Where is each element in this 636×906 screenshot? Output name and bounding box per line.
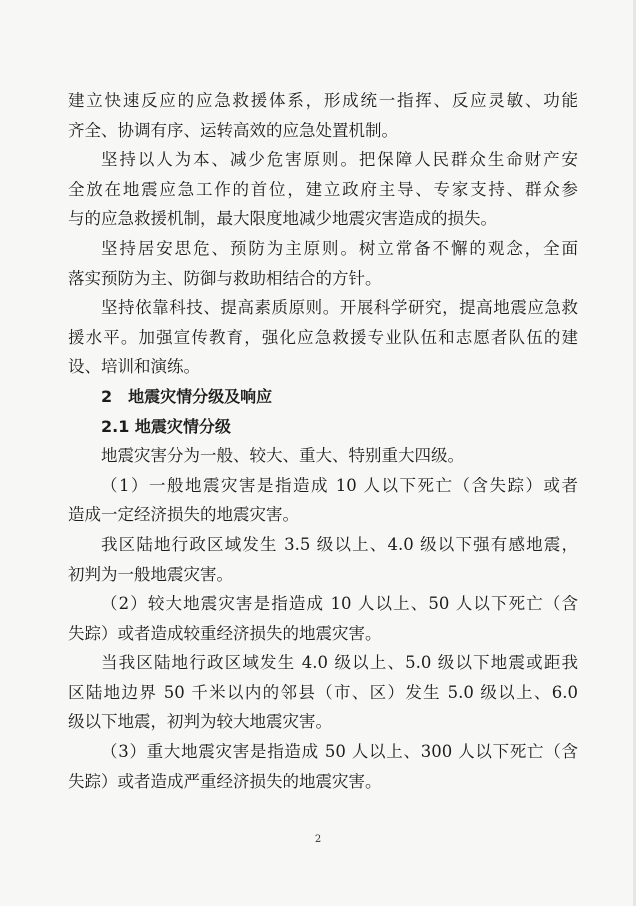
paragraph-line: （1）一般地震灾害是指造成 10 人以下死亡（含失踪）或者 — [101, 475, 578, 495]
paragraph-line: 全放在地震应急工作的首位，建立政府主导、专家支持、群众参 — [68, 179, 578, 199]
paragraph-line: 建立快速反应的应急救援体系，形成统一指挥、反应灵敏、功能 — [68, 91, 578, 110]
paragraph-line: 设、培训和演练。 — [68, 357, 200, 377]
paragraph-line: 当我区陆地行政区域发生 4.0 级以上、5.0 级以下地震或距我 — [101, 653, 578, 673]
paragraph-line: 坚持居安思危、预防为主原则。树立常备不懈的观念，全面 — [101, 238, 578, 258]
paragraph-line: 坚持依靠科技、提高素质原则。开展科学研究，提高地震应急救 — [101, 298, 578, 318]
paragraph-line: 我区陆地行政区域发生 3.5 级以上、4.0 级以下强有感地震， — [101, 534, 578, 554]
paragraph-line: 造成一定经济损失的地震灾害。 — [68, 505, 299, 525]
paragraph-line: 级以下地震，初判为较大地震灾害。 — [68, 712, 332, 732]
paragraph-line: 初判为一般地震灾害。 — [68, 564, 233, 584]
document-body — [68, 86, 578, 796]
page-number: 2 — [314, 834, 322, 845]
paragraph-line: （3）重大地震灾害是指造成 50 人以上、300 人以下死亡（含 — [101, 742, 578, 762]
paragraph-line: 坚持以人为本、减少危害原则。把保障人民群众生命财产安 — [101, 150, 578, 170]
paragraph-line: （2）较大地震灾害是指造成 10 人以上、50 人以下死亡（含 — [101, 594, 578, 614]
paragraph-line: 失踪）或者造成严重经济损失的地震灾害。 — [68, 771, 382, 791]
paragraph-line: 与的应急救援机制，最大限度地减少地震灾害造成的损失。 — [68, 209, 497, 229]
paragraph-line: 区陆地边界 50 千米以内的邻县（市、区）发生 5.0 级以上、6.0 — [68, 682, 578, 702]
paragraph-line: 齐全、协调有序、运转高效的应急处置机制。 — [68, 120, 398, 140]
section-heading: 2 地震灾情分级及响应 — [101, 386, 273, 406]
paragraph-line: 落实预防为主、防御与救助相结合的方针。 — [68, 268, 382, 288]
section-heading: 2.1 地震灾情分级 — [101, 416, 231, 436]
paragraph-line: 地震灾害分为一般、较大、重大、特别重大四级。 — [101, 446, 464, 466]
paragraph-line: 援水平。加强宣传教育，强化应急救援专业队伍和志愿者队伍的建 — [68, 327, 578, 347]
paragraph-line: 失踪）或者造成较重经济损失的地震灾害。 — [68, 623, 382, 643]
